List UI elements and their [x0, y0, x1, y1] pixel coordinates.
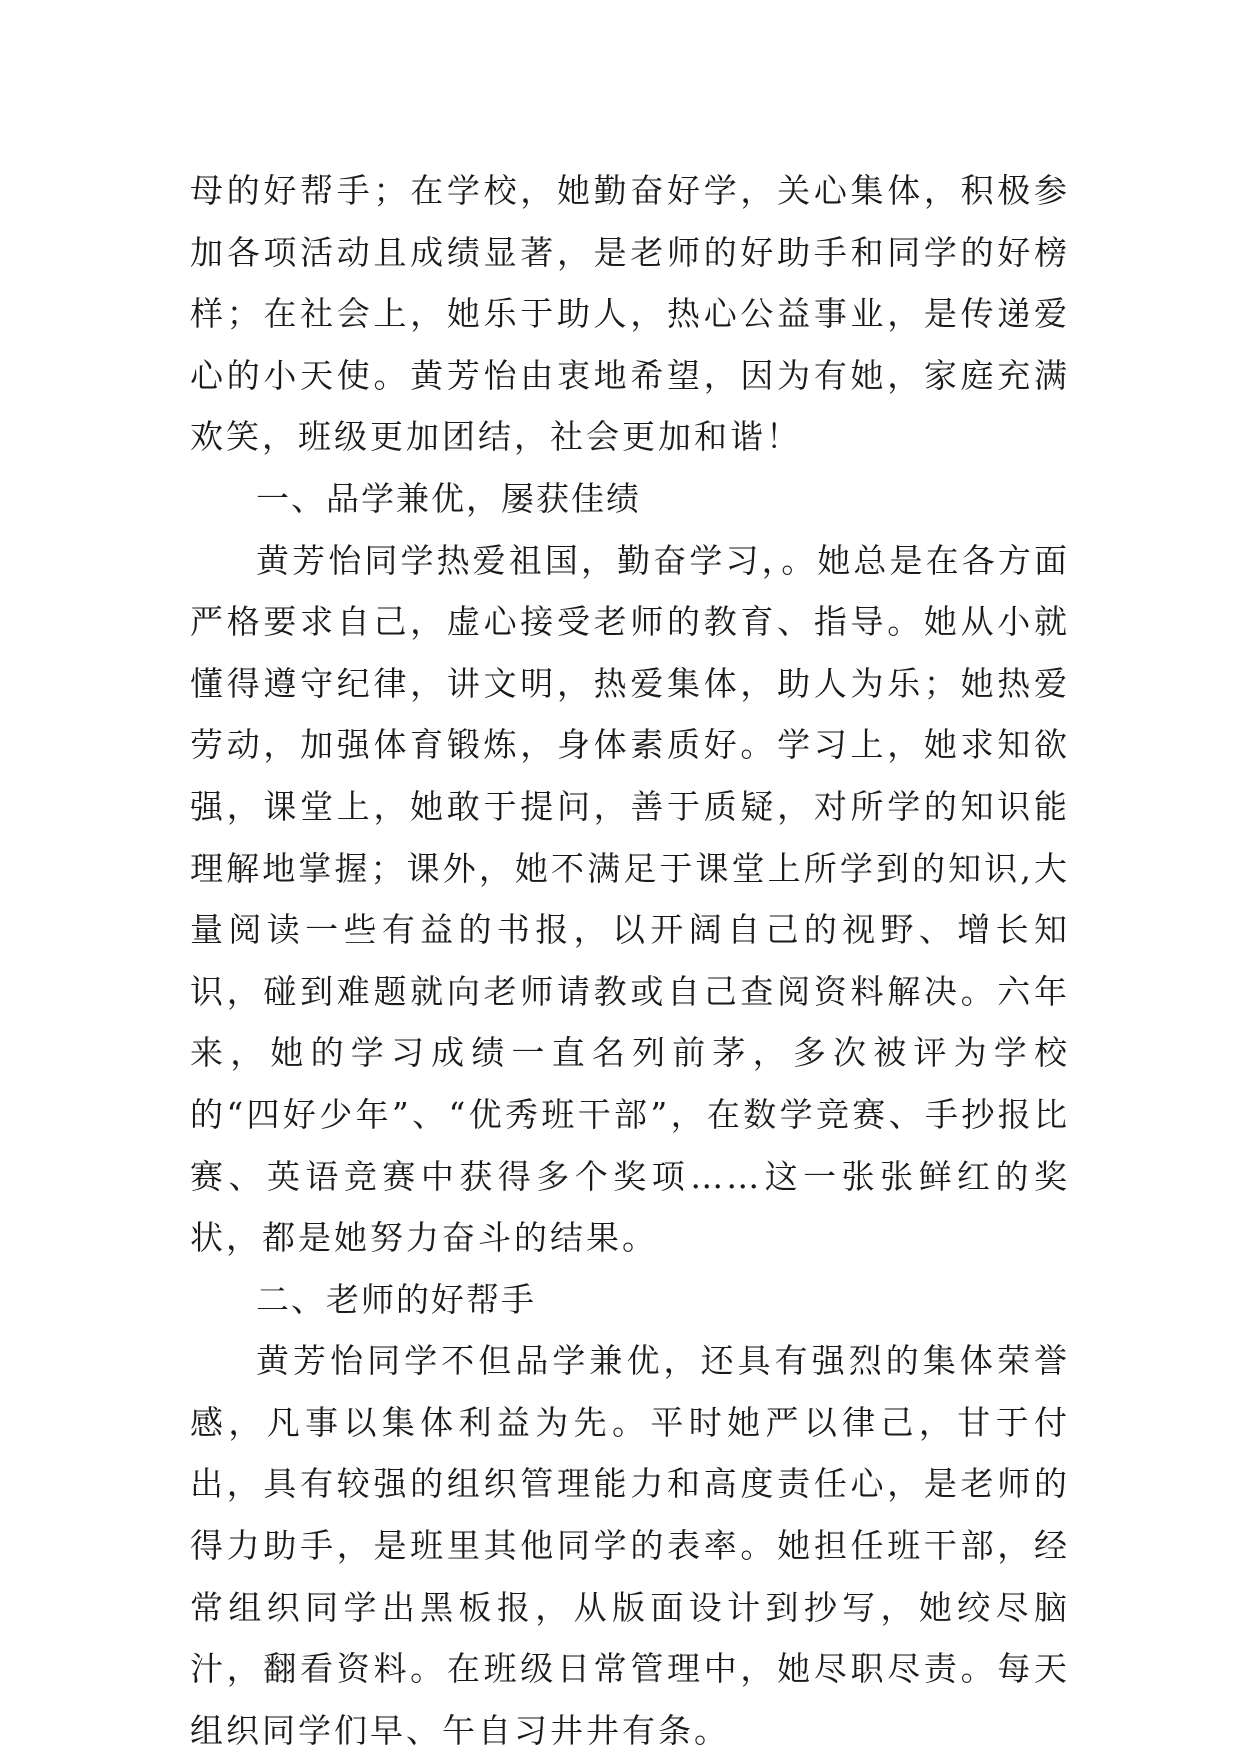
- paragraph-section-2: 黄芳怡同学不但品学兼优，还具有强烈的集体荣誉感，凡事以集体利益为先。平时她严以律己，甘于付出，具有较强的组织管理能力和高度责任心，是老师的得力助手，是班里其他同学的表率。她担任班干部，经常组织同学出黑板报，从版面设计到抄写，她绞尽脑汁，翻看资料。在班级日常管理中，她尽职尽责。每天组织同学们早、午自习井井有条。: [190, 1341, 1070, 1750]
- section-heading-1: 一、品学兼优，屡获佳绩: [256, 478, 641, 518]
- document-body: [190, 160, 1070, 1761]
- paragraph-section-1: 黄芳怡同学热爱祖国，勤奋学习，。她总是在各方面严格要求自己，虚心接受老师的教育、指导。她从小就懂得遵守纪律，讲文明，热爱集体，助人为乐；她热爱劳动，加强体育锻炼，身体素质好。学习上，她求知欲强，课堂上，她敢于提问，善于质疑，对所学的知识能理解地掌握；课外，她不满足于课堂上所学到的知识,大量阅读一些有益的书报，以开阔自己的视野、增长知识，碰到难题就向老师请教或自己查阅资料解决。六年来，她的学习成绩一直名列前茅，多次被评为学校的“四好少年”、“优秀班干部”，在数学竞赛、手抄报比赛、英语竞赛中获得多个奖项……这一张张鲜红的奖状，都是她努力奋斗的结果。: [190, 540, 1070, 1258]
- paragraph-intro-continued: 母的好帮手；在学校，她勤奋好学，关心集体，积极参加各项活动且成绩显著，是老师的好助手和同学的好榜样；在社会上，她乐于助人，热心公益事业，是传递爱心的小天使。黄芳怡由衷地希望，因为有她，家庭充满欢笑，班级更加团结，社会更加和谐！: [190, 171, 1070, 457]
- section-heading-2: 二、老师的好帮手: [256, 1279, 536, 1319]
